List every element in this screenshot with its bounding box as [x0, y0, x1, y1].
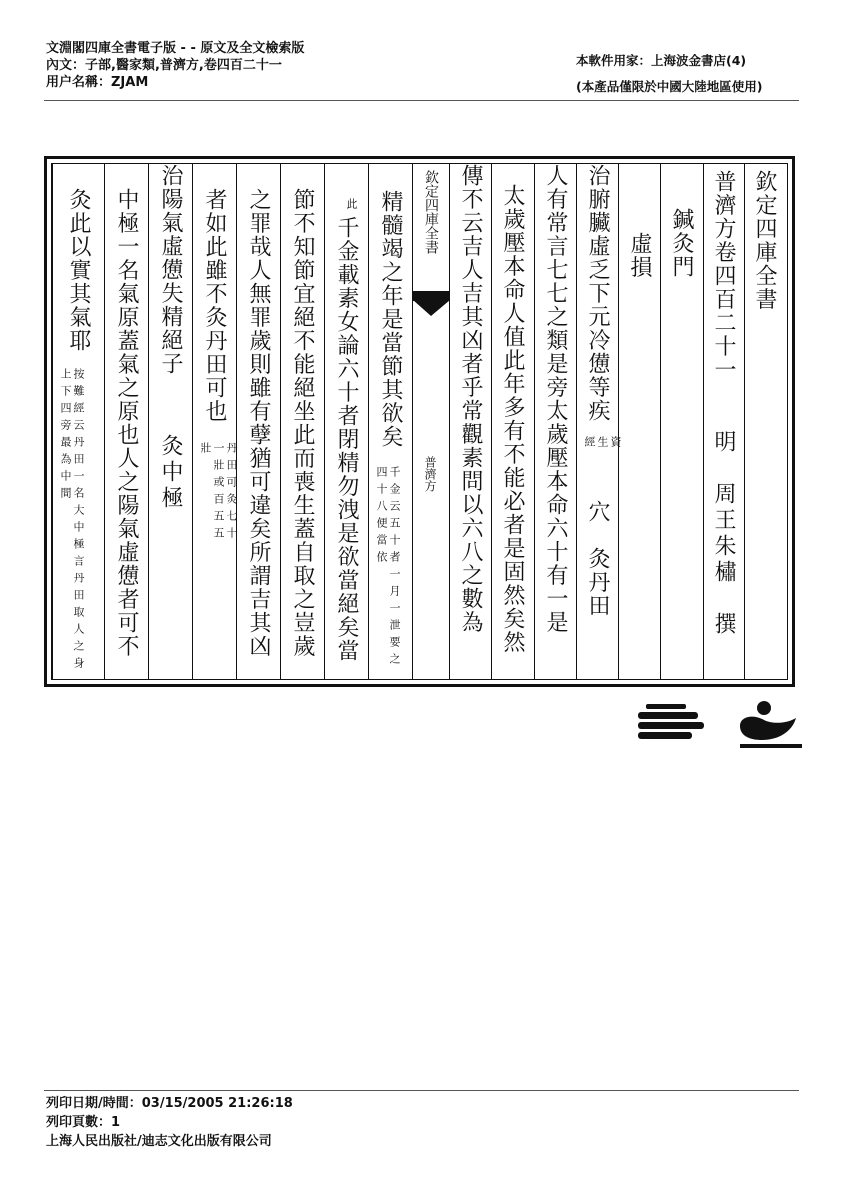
- column-12-note: 丹田可灸七十一壯或百五五壯: [199, 442, 238, 544]
- column-6: [491, 164, 534, 679]
- center-title: 欽定四庫全書: [423, 170, 439, 254]
- publisher-logo-icon: [636, 696, 804, 752]
- header-title: 文淵閣四庫全書電子版 - - 原文及全文檢索版: [46, 41, 305, 56]
- column-5: [534, 164, 576, 679]
- column-3-text: 虛損: [627, 232, 652, 279]
- column-15-text: 灸此以實其氣耶: [66, 188, 91, 353]
- column-3: [618, 164, 660, 679]
- fish-tail-mark: [413, 291, 449, 321]
- column-1-text: 普濟方卷四百二十一: [711, 170, 736, 382]
- column-8-text: 精髓竭之年是當節其欲矣: [378, 190, 403, 449]
- column-4: [576, 164, 622, 679]
- column-15-note: 按難經云丹田一名大中極言丹田取人之身上下四旁最為中間: [59, 368, 85, 674]
- column-13: [148, 164, 192, 679]
- center-subtitle: 普濟方: [423, 456, 437, 492]
- footer: [46, 1094, 293, 1151]
- fish-tail-icon: [413, 300, 450, 324]
- column-2-text: 鍼灸門: [669, 208, 694, 279]
- column-6-text: 太歲壓本命人值此年多有不能必者是固然矣然: [500, 184, 525, 654]
- column-13-text: 治陽氣虛憊失精絕子: [158, 164, 183, 376]
- column-9: [324, 164, 368, 679]
- column-13-tail: 灸中極: [158, 434, 183, 512]
- header-content-path: 內文：子部,醫家類,普濟方,卷四百二十一: [46, 58, 282, 73]
- column-11: [236, 164, 280, 679]
- page-frame: [44, 156, 795, 687]
- header-username: 用户名稱：ZJAM: [46, 75, 149, 90]
- column-12-text: 者如此雖不灸丹田可也: [202, 188, 227, 423]
- column-8: [368, 164, 412, 679]
- center-fold: [412, 164, 449, 679]
- column-11-text: 之罪哉人無罪歲則雖有孽猶可違矣所謂吉其凶: [246, 188, 271, 658]
- column-14: [104, 164, 148, 679]
- footer-divider: [44, 1090, 799, 1091]
- column-14-text: 中極一名氣原蓋氣之原也人之陽氣虛憊者可不: [114, 188, 139, 658]
- header-left: [46, 40, 304, 91]
- column-0: [744, 164, 785, 679]
- column-4-tail: 穴 灸丹田: [585, 500, 610, 618]
- header-divider: [44, 100, 799, 101]
- column-8-note: 千金云五十者一月一泄要之四十八便當依: [375, 466, 401, 670]
- column-5-text: 人有常言七七之類是旁太歲壓本命六十有一是: [543, 164, 568, 634]
- column-9-text: 千金載素女論六十者閉精勿洩是欲當絕矣當: [334, 216, 359, 663]
- column-15: [52, 164, 104, 679]
- footer-print-datetime: 列印日期/時間：03/15/2005 21:26:18: [46, 1096, 293, 1111]
- page-frame-inner: [51, 163, 788, 680]
- column-1-author: 明 周王朱橚 撰: [711, 430, 736, 638]
- column-10: [280, 164, 324, 679]
- column-9-prenote: 此: [345, 198, 358, 215]
- column-0-text: 欽定四庫全書: [752, 170, 777, 311]
- header-region-note: (本產品僅限於中國大陸地區使用): [576, 79, 763, 94]
- column-12: [192, 164, 236, 679]
- footer-page-count: 列印頁數：1: [46, 1115, 121, 1130]
- column-4-note: 資生經: [583, 436, 622, 453]
- column-7: [449, 164, 491, 679]
- column-10-text: 節不知節宜絕不能絕坐此而喪生蓋自取之豈歲: [290, 188, 315, 658]
- column-1: [703, 164, 744, 679]
- header-right: [576, 48, 762, 100]
- footer-publisher: 上海人民出版社/迪志文化出版有限公司: [46, 1134, 272, 1149]
- column-2: [660, 164, 703, 679]
- column-7-text: 傳不云吉人吉其凶者乎常觀素問以六八之數為: [458, 164, 483, 634]
- column-4-text: 治腑臟虛乏下元冷憊等疾: [585, 164, 610, 423]
- header-licensee: 本軟件用家：上海波金書店(4): [576, 53, 747, 68]
